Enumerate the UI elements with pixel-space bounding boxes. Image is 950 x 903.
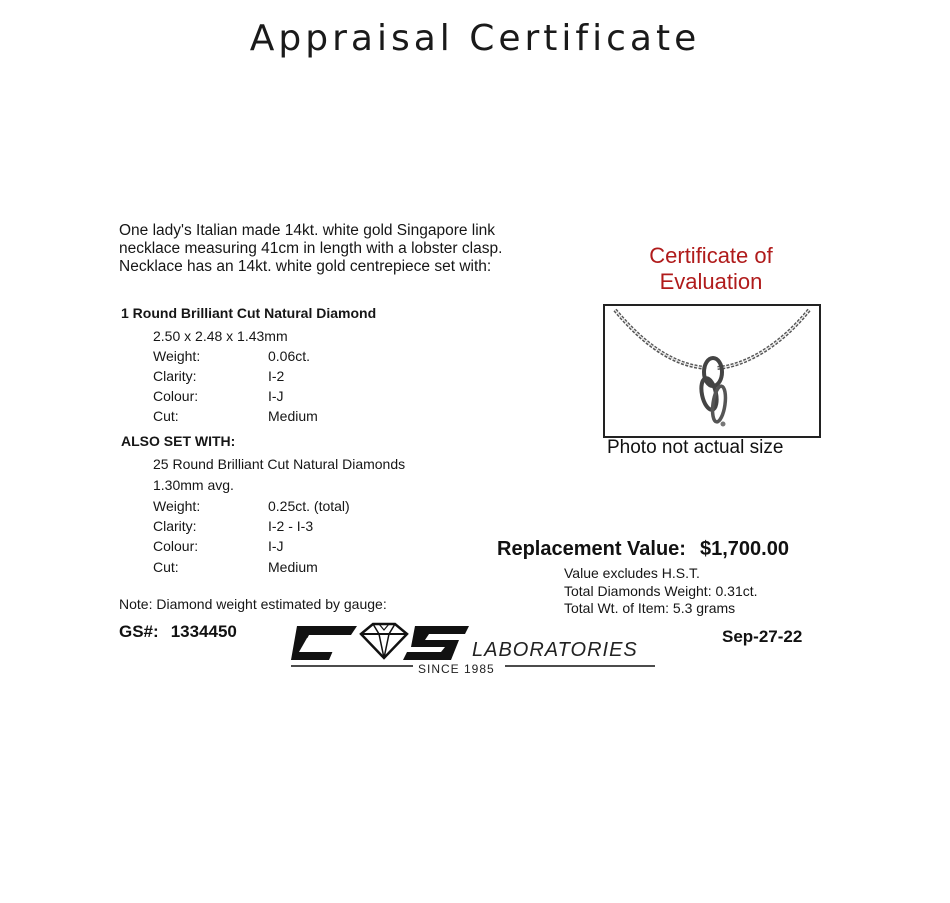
spec-value-clarity: I-2 - I-3 [268,518,314,534]
spec-label-colour: Colour: [153,538,199,554]
gs-number-label: GS#: [119,622,159,641]
replacement-value [497,538,789,561]
laboratories-text: LABORATORIES [472,639,638,661]
certificate-title-line: Evaluation [659,269,763,294]
spec-value-weight: 0.25ct. (total) [268,498,350,514]
main-stone-heading: 1 Round Brilliant Cut Natural Diamond [121,305,377,321]
spec-label-cut: Cut: [153,559,179,575]
description-line: Necklace has an 14kt. white gold centrepiece set with: [119,258,492,275]
necklace-icon [605,306,819,436]
necklace-photo [603,304,821,438]
gs-number-value: 1334450 [170,622,237,641]
description-line: One lady's Italian made 14kt. white gold Singapore link [119,222,496,239]
spec-label-colour: Colour: [153,388,199,404]
diamond-icon [361,624,407,658]
spec-label-clarity: Clarity: [153,518,197,534]
spec-value-cut: Medium [268,559,318,575]
spec-value-cut: Medium [268,408,318,424]
certificate-title-line: Certificate of [649,243,773,268]
replacement-value-amount: $1,700.00 [699,538,789,560]
spec-value-colour: I-J [268,388,284,404]
also-set-size: 1.30mm avg. [153,477,234,493]
spec-label-clarity: Clarity: [153,368,197,384]
gauge-note: Note: Diamond weight estimated by gauge: [119,596,387,612]
spec-label-cut: Cut: [153,408,179,424]
certificate-title [600,243,822,295]
since-text: SINCE 1985 [418,662,495,676]
certificate-date: Sep-27-22 [722,627,803,646]
value-excludes-note: Value excludes H.S.T. [564,565,700,581]
photo-caption: Photo not actual size [607,437,784,458]
also-set-heading: ALSO SET WITH: [121,433,236,449]
spec-label-weight: Weight: [153,498,201,514]
gs-number [119,622,237,642]
main-stone-dimensions: 2.50 x 2.48 x 1.43mm [153,328,288,344]
spec-label-weight: Weight: [153,348,201,364]
gs-laboratories-logo [283,616,663,680]
spec-value-weight: 0.06ct. [268,348,311,364]
also-set-description: 25 Round Brilliant Cut Natural Diamonds [153,456,406,472]
spec-value-clarity: I-2 [268,368,285,384]
item-description [119,222,502,276]
total-diamonds-weight: Total Diamonds Weight: 0.31ct. [564,583,758,599]
description-line: necklace measuring 41cm in length with a lobster clasp. [119,240,503,257]
spec-value-colour: I-J [268,538,284,554]
replacement-value-label: Replacement Value: [497,538,686,560]
total-item-weight: Total Wt. of Item: 5.3 grams [564,600,736,616]
page-title: Appraisal Certificate [249,18,701,59]
